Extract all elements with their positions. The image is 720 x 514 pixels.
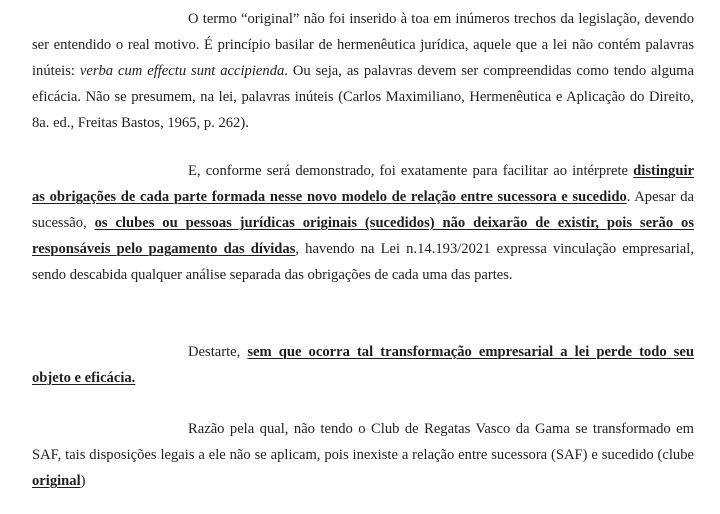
- paragraph-conclusion: [32, 416, 694, 494]
- p1-text-end: . Ou seja, as palavras devem ser compreendidas como tendo alguma eficácia. Não se presumem, na lei, palavras inúteis (Carlos Maximiliano, Hermenêutica e Aplicação do Direito, 8a. ed., Freitas Bastos, 1965, p. 262).: [32, 63, 694, 131]
- p4-text: Razão pela qual, não tendo o Club de Regatas Vasco da Gama se transformado em SAF, tais disposições legais a ele não se aplicam, pois inexiste a relação entre sucessora (SAF) e sucedido (clube: [32, 421, 694, 463]
- p4-bold-original: original: [32, 473, 81, 489]
- p1-latin-maxim: verba cum effectu sunt accipienda: [79, 63, 285, 79]
- p2-ending: , havendo na Lei n.14.193/2021 expressa vinculação empresarial, sendo descabida qualquer análise separada das obrigações de cada uma das partes.: [32, 241, 694, 283]
- p3-intro: Destarte,: [188, 344, 248, 360]
- paragraph-obligations: [32, 158, 694, 288]
- p2-middle: . Apesar da sucessão,: [32, 189, 694, 231]
- p2-intro: E, conforme será demonstrado, foi exatamente para facilitar ao intérprete: [188, 163, 634, 179]
- p1-text-start: O termo “original” não foi inserido à toa em inúmeros trechos da legislação, devendo ser entendido o real motivo. É princípio basilar de hermenêutica jurídica, aquele que a lei não contém palavras inúteis:: [32, 11, 694, 79]
- p2-bold-underlined-1: distinguir as obrigações de cada parte formada nesse novo modelo de relação entre sucessora e sucedido: [32, 163, 694, 205]
- paragraph-original-term: [32, 6, 694, 136]
- paragraph-destarte: [32, 339, 694, 391]
- p3-bold-underlined: sem que ocorra tal transformação empresarial a lei perde todo seu objeto e eficácia.: [32, 344, 695, 386]
- p4-close: ): [80, 473, 86, 489]
- p2-bold-underlined-2: os clubes ou pessoas jurídicas originais (sucedidos) não deixarão de existir, pois serão os responsáveis pelo pagamento das dívidas: [32, 215, 694, 257]
